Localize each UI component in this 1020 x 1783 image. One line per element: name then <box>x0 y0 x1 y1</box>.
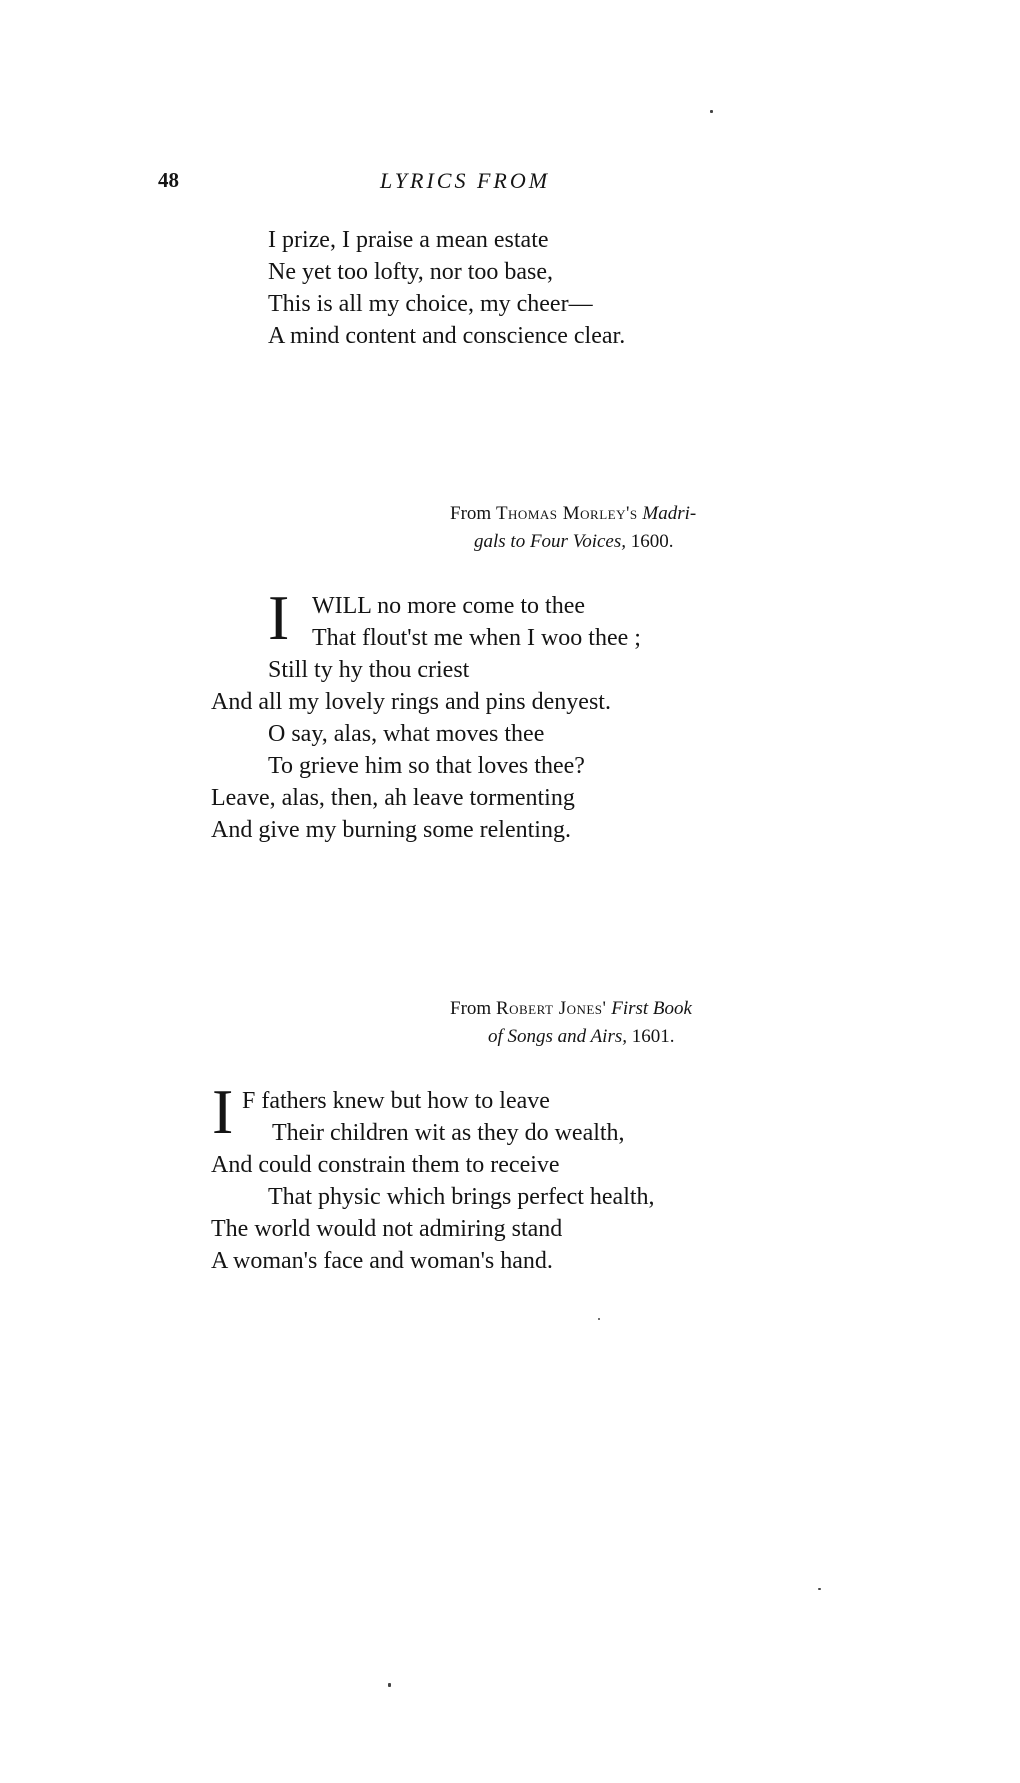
scan-speck <box>710 110 713 113</box>
poem-line: Leave, alas, then, ah leave tormenting <box>211 785 575 811</box>
source-author: Thomas Morley's <box>495 503 638 524</box>
source-year: 1601. <box>631 1026 675 1047</box>
source-title: Madri- <box>642 503 697 524</box>
poem-line: That physic which brings perfect health, <box>268 1184 655 1210</box>
poem-3-source-line-1 <box>450 995 692 1023</box>
drop-cap: I <box>212 1076 234 1147</box>
poem-line: The world would not admiring stand <box>211 1216 563 1242</box>
source-from: From <box>450 998 492 1019</box>
source-author: Robert Jones' <box>495 998 607 1019</box>
poem-line: And could constrain them to receive <box>211 1152 560 1178</box>
poem-line: A mind content and conscience clear. <box>268 323 626 349</box>
poem-2-source-line-1 <box>450 500 696 528</box>
poem-line: Still ty hy thou criest <box>268 657 470 683</box>
source-title: gals to Four Voices, <box>474 531 626 552</box>
poem-line: O say, alas, what moves thee <box>268 721 545 747</box>
drop-cap: I <box>268 582 290 653</box>
poem-line: To grieve him so that loves thee? <box>268 753 585 779</box>
poem-line: A woman's face and woman's hand. <box>211 1248 553 1274</box>
poem-line: And all my lovely rings and pins denyest. <box>211 689 611 715</box>
poem-line: That flout'st me when I woo thee ; <box>312 625 641 651</box>
poem-3-source-line-2 <box>488 1023 675 1051</box>
poem-2-source-line-2 <box>474 528 674 556</box>
page-number: 48 <box>158 168 179 192</box>
running-title: LYRICS FROM <box>380 168 551 193</box>
poem-line: WILL no more come to thee <box>312 593 585 619</box>
scan-speck <box>598 1318 600 1320</box>
scan-speck <box>818 1588 821 1590</box>
poem-line: This is all my choice, my cheer— <box>268 291 593 317</box>
poem-line: I prize, I praise a mean estate <box>268 227 549 253</box>
scan-speck <box>388 1683 391 1687</box>
source-year: 1600. <box>630 531 674 552</box>
poem-line: Their children wit as they do wealth, <box>272 1120 625 1146</box>
source-title: of Songs and Airs, <box>488 1026 628 1047</box>
poem-line: And give my burning some relenting. <box>211 817 571 843</box>
source-title: First Book <box>611 998 692 1019</box>
poem-line: F fathers knew but how to leave <box>242 1088 550 1114</box>
poem-line: Ne yet too lofty, nor too base, <box>268 259 554 285</box>
source-from: From <box>450 503 492 524</box>
